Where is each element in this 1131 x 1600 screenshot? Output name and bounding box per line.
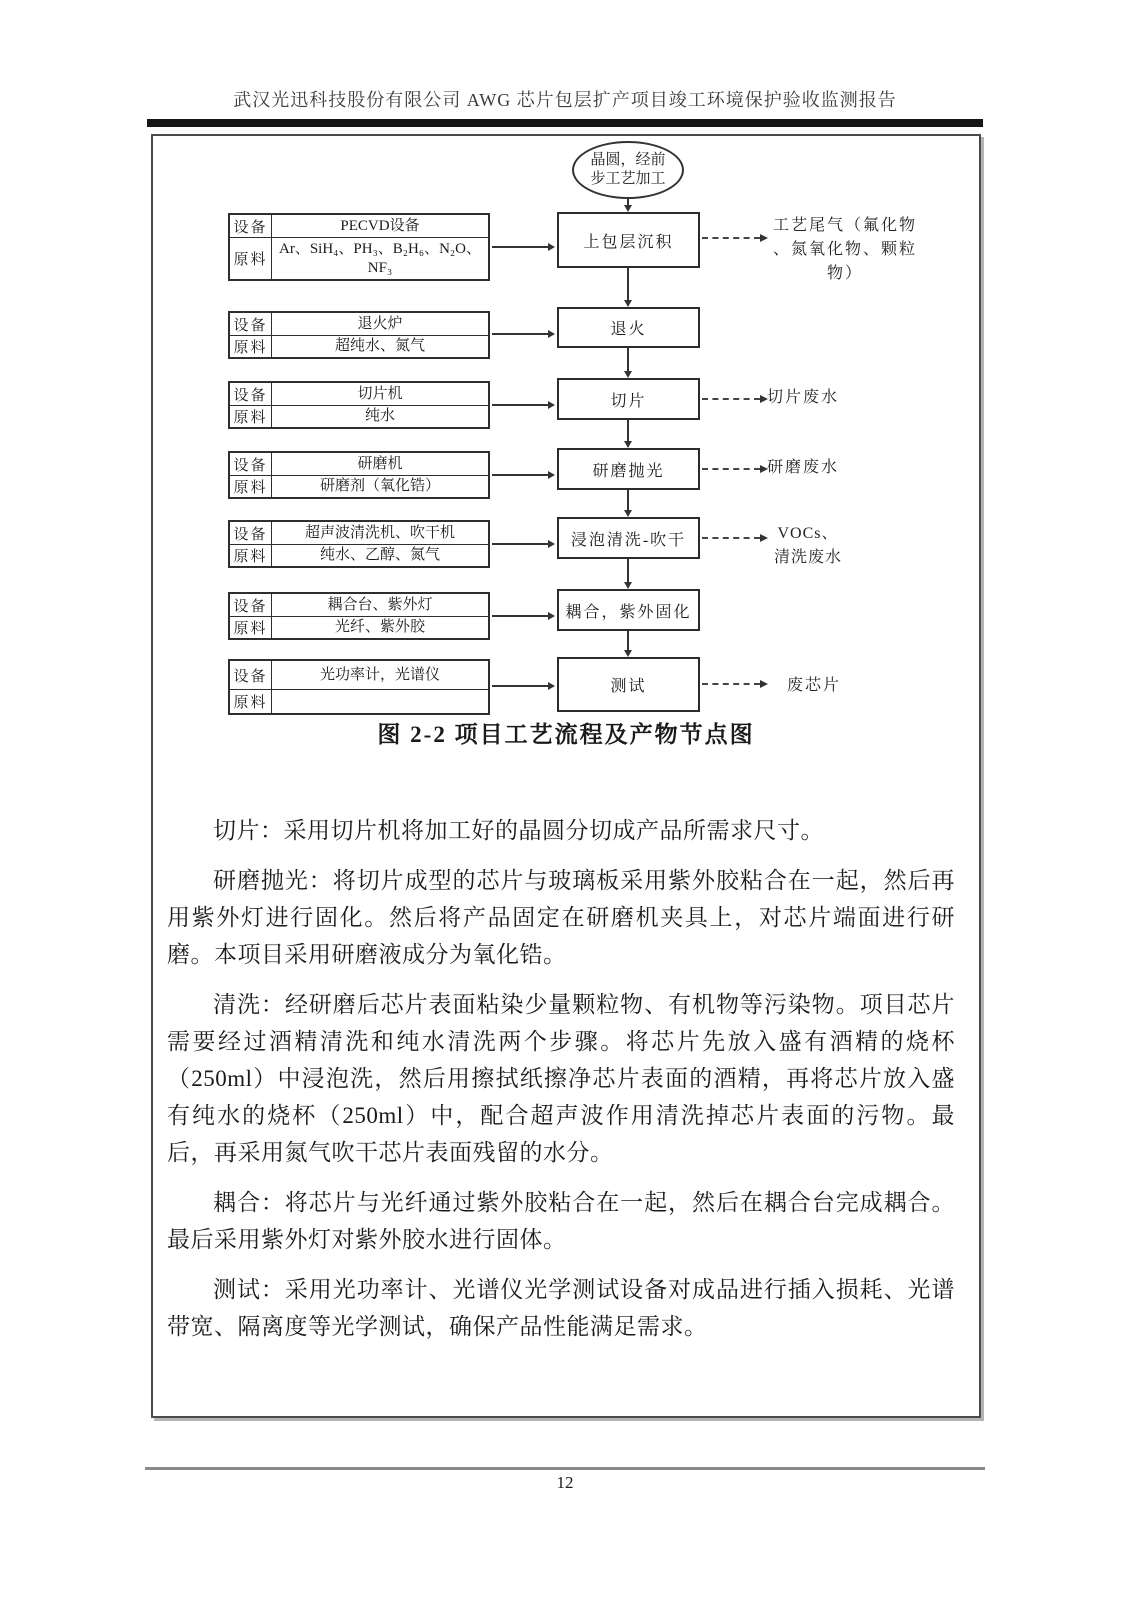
paragraph-dicing: 切片：采用切片机将加工好的晶圆分切成产品所需求尺寸。 bbox=[213, 818, 824, 843]
emission-arrow bbox=[702, 537, 760, 539]
flow-arrow-down bbox=[627, 631, 629, 650]
equipment-value: 研磨机 bbox=[357, 455, 403, 472]
equipment-label: 设备 bbox=[230, 594, 272, 616]
equipment-label: 设备 bbox=[230, 453, 272, 475]
process-box-coupling: 耦合，紫外固化 bbox=[557, 589, 700, 631]
input-table-grinding bbox=[228, 451, 490, 499]
process-box-anneal: 退火 bbox=[557, 307, 700, 348]
equipment-label: 设备 bbox=[230, 661, 272, 689]
material-label: 原料 bbox=[230, 406, 272, 427]
process-box-testing: 测试 bbox=[557, 657, 700, 712]
flow-arrow-down bbox=[627, 268, 629, 300]
flow-arrow-right bbox=[492, 543, 548, 545]
emission-arrow bbox=[702, 237, 760, 239]
page-number: 12 bbox=[556, 1473, 574, 1492]
material-value: 纯水 bbox=[364, 408, 395, 424]
equipment-value: 退火炉 bbox=[357, 315, 403, 332]
equipment-label: 设备 bbox=[230, 383, 272, 405]
body-text bbox=[167, 812, 955, 1358]
emission-label-tail-gas: 工艺尾气（氟化物、氮氧化物、颗粒物） bbox=[772, 217, 917, 282]
material-label: 原料 bbox=[230, 238, 272, 279]
emission-arrow bbox=[702, 398, 760, 400]
input-table-testing bbox=[228, 659, 490, 715]
flow-arrow-right bbox=[492, 474, 548, 476]
equipment-value: 切片机 bbox=[357, 385, 403, 402]
material-value: 纯水、乙醇、氮气 bbox=[319, 547, 440, 563]
emission-label-grinding-wastewater: 研磨废水 bbox=[767, 459, 840, 476]
flow-start-node bbox=[572, 141, 684, 199]
process-box-grinding: 研磨抛光 bbox=[557, 448, 700, 490]
process-box-deposition: 上包层沉积 bbox=[557, 212, 700, 268]
material-value: 研磨剂（氧化锆） bbox=[319, 478, 440, 494]
emission-label-vocs-wastewater: VOCs、清洗废水 bbox=[773, 525, 842, 566]
emission-label-dicing-wastewater: 切片废水 bbox=[767, 389, 840, 406]
flow-arrow-right bbox=[492, 333, 548, 335]
equipment-label: 设备 bbox=[230, 215, 272, 237]
paragraph-testing: 测试：采用光功率计、光谱仪光学测试设备对成品进行插入损耗、光谱带宽、隔离度等光学测试，确保产品性能满足需求。 bbox=[167, 1277, 955, 1339]
material-value: 光纤、紫外胶 bbox=[334, 619, 425, 635]
emission-label-waste-chips: 废芯片 bbox=[787, 677, 842, 694]
material-label: 原料 bbox=[230, 476, 272, 497]
flow-arrow-right bbox=[492, 685, 548, 687]
material-label: 原料 bbox=[230, 545, 272, 566]
flow-arrow-down bbox=[627, 559, 629, 582]
input-table-cleaning bbox=[228, 520, 490, 568]
flow-arrow-right bbox=[492, 615, 548, 617]
flow-arrow-down bbox=[627, 490, 629, 510]
flow-arrow-right bbox=[492, 246, 548, 248]
equipment-value: 耦合台、紫外灯 bbox=[327, 596, 433, 613]
flow-arrow-right bbox=[492, 404, 548, 406]
flow-start-label: 晶圆，经前步工艺加工 bbox=[590, 152, 666, 187]
input-table-dicing bbox=[228, 381, 490, 429]
input-table-coupling bbox=[228, 592, 490, 640]
material-value bbox=[272, 690, 488, 713]
material-value: Ar、SiH₄、PH₃、B₂H₆、N₂O、NF₃ bbox=[279, 240, 481, 276]
process-box-dicing: 切片 bbox=[557, 378, 700, 420]
process-box-cleaning: 浸泡清洗-吹干 bbox=[557, 517, 700, 559]
material-value: 超纯水、氮气 bbox=[334, 338, 425, 354]
material-label: 原料 bbox=[230, 617, 272, 638]
header-double-rule bbox=[147, 119, 983, 127]
material-label: 原料 bbox=[230, 336, 272, 357]
emission-arrow bbox=[702, 468, 760, 470]
flow-arrow-down bbox=[627, 197, 629, 205]
input-table-anneal bbox=[228, 311, 490, 359]
content-frame bbox=[151, 134, 981, 1418]
flow-arrow-down bbox=[627, 420, 629, 441]
material-label: 原料 bbox=[230, 690, 272, 713]
footer-rule bbox=[145, 1467, 985, 1470]
figure-caption: 图 2-2 项目工艺流程及产物节点图 bbox=[377, 722, 755, 747]
emission-arrow bbox=[702, 683, 760, 685]
paragraph-cleaning: 清洗：经研磨后芯片表面粘染少量颗粒物、有机物等污染物。项目芯片需要经过酒精清洗和纯水清洗两个步骤。将芯片先放入盛有酒精的烧杯（250ml）中浸泡洗，然后用擦拭纸擦净芯片表面的酒精，再将芯片放入盛有纯水的烧杯（250ml）中，配合超声波作用清洗掉芯片表面的污物。最后，再采用氮气吹干芯片表面残留的水分。 bbox=[167, 992, 955, 1165]
flow-arrow-down bbox=[627, 348, 629, 371]
equipment-value: PECVD设备 bbox=[340, 217, 420, 234]
equipment-value: 光功率计，光谱仪 bbox=[319, 666, 440, 683]
equipment-label: 设备 bbox=[230, 313, 272, 335]
input-table-pecvd bbox=[228, 213, 490, 281]
report-header-title: 武汉光迅科技股份有限公司 AWG 芯片包层扩产项目竣工环境保护验收监测报告 bbox=[233, 90, 897, 110]
equipment-label: 设备 bbox=[230, 522, 272, 544]
paragraph-grinding: 研磨抛光：将切片成型的芯片与玻璃板采用紫外胶粘合在一起，然后再用紫外灯进行固化。然后将产品固定在研磨机夹具上，对芯片端面进行研磨。本项目采用研磨液成分为氧化锆。 bbox=[167, 868, 955, 967]
equipment-value: 超声波清洗机、吹干机 bbox=[304, 524, 455, 541]
paragraph-coupling: 耦合：将芯片与光纤通过紫外胶粘合在一起，然后在耦合台完成耦合。最后采用紫外灯对紫外胶水进行固体。 bbox=[167, 1190, 955, 1252]
